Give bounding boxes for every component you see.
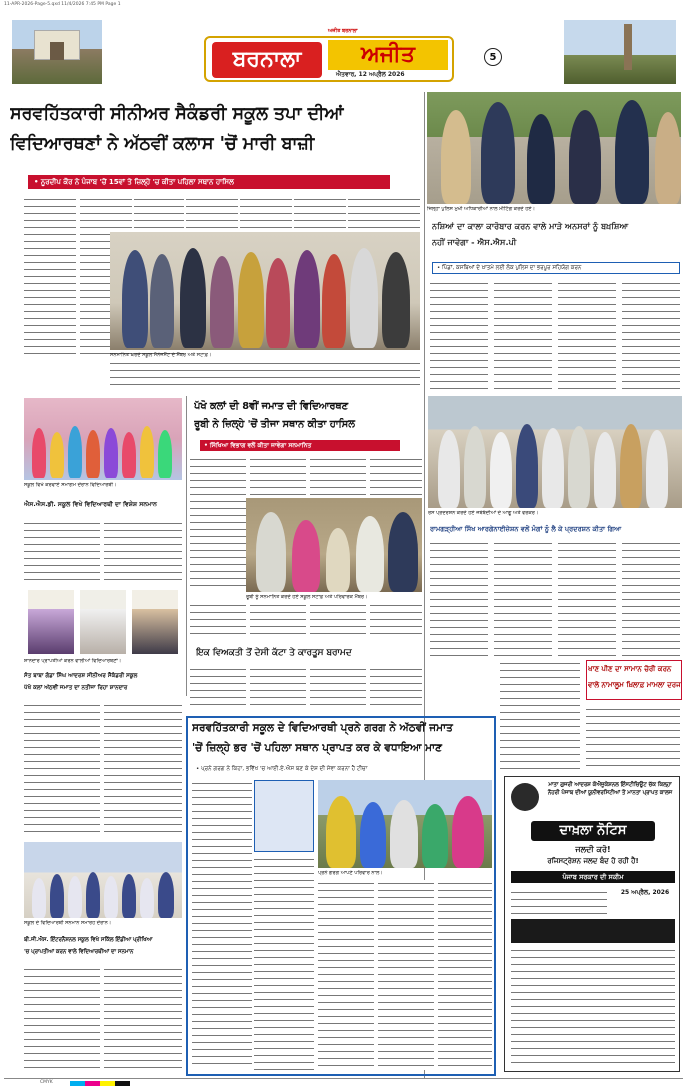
protest-photo	[428, 396, 682, 508]
rubi-text-col8	[370, 602, 422, 640]
print-footer: CMYK	[40, 1080, 53, 1085]
skill-headline-line2: 'ਚ ਪ੍ਰਾਪਤੀਆਂ ਕਰਨ ਵਾਲੇ ਵਿਦਿਆਰਥੀਆਂ ਦਾ ਸਨਮਾਨ	[24, 949, 134, 955]
garg-headline-line1: ਸਰਵਹਿੱਤਕਾਰੀ ਸਕੂਲ ਦੇ ਵਿਦਿਆਰਥੀ ਪ੍ਰਨੇ ਗਰਗ ਨੇ ਅੱਠਵੀਂ ਜਮਾਤ	[192, 722, 453, 734]
advert-logo	[511, 783, 539, 811]
lead-text-col6	[294, 196, 346, 228]
garg-text-col1	[192, 780, 252, 1070]
lead-headline-line2: ਵਿਦਿਆਰਥਣਾਂ ਨੇ ਅੱਠਵੀਂ ਕਲਾਸ 'ਚੋਂ ਮਾਰੀ ਬਾਜ਼ੀ	[10, 134, 315, 154]
garg-headline-line2: 'ਚੋਂ ਜ਼ਿਲ੍ਹੇ ਭਰ 'ਚੋਂ ਪਹਿਲਾ ਸਥਾਨ ਪ੍ਰਾਪਤ ਕਰ ਕੇ ਵਧਾਇਆ ਮਾਣ	[192, 742, 443, 754]
kids-photo-caption: ਸਕੂਲ ਦੇ ਵਿਦਿਆਰਥੀ ਸਨਮਾਨ ਸਮਾਰੋਹ ਦੌਰਾਨ।	[24, 920, 112, 926]
rubi-headline-line1: ਪੱਖੋ ਕਲਾਂ ਦੀ 8ਵੀਂ ਜਮਾਤ ਦੀ ਵਿਦਿਆਰਥਣ	[194, 401, 349, 412]
masthead-city-name: ਬਰਨਾਲਾ	[212, 42, 322, 78]
masthead	[4, 12, 683, 90]
ss-headline: ਐਸ.ਐਸ.ਡੀ. ਸਕੂਲ ਵਿਖੇ ਵਿਦਿਆਰਥੀ ਦਾ ਵਿਸ਼ੇਸ਼ ਸਨਮਾਨ	[24, 501, 157, 508]
girls-photo	[24, 588, 182, 656]
baba-text-col2	[104, 702, 182, 836]
lead-photo-caption: ਸਨਮਾਨਿਤ ਕਰਦੇ ਸਕੂਲ ਮੈਨੇਜਮੈਂਟ ਦੇ ਮੈਂਬਰ ਅਤੇ ਸਟਾਫ਼।	[110, 352, 212, 358]
masthead-date: ਐਤਵਾਰ, 12 ਅਪ੍ਰੈਲ 2026	[336, 71, 405, 78]
masthead-tagline: ਅਜੀਤ ਬਰਨਾਲਾ	[328, 28, 358, 34]
lead-headline-line1: ਸਰਵਹਿੱਤਕਾਰੀ ਸੀਨੀਅਰ ਸੈਕੰਡਰੀ ਸਕੂਲ ਤਪਾ ਦੀਆਂ	[10, 104, 344, 124]
rubi-subhead: • ਸਿੱਖਿਆ ਵਿਭਾਗ ਵਲੋਂ ਕੀਤਾ ਜਾਵੇਗਾ ਸਨਮਾਨਿਤ	[200, 440, 400, 451]
masthead-nameplate	[204, 28, 454, 82]
lead-text-col7	[348, 196, 420, 228]
masthead-paper-name: ਅਜੀਤ	[328, 40, 448, 70]
lead-text-col1	[24, 196, 76, 358]
rubi-headline-line2: ਰੂਬੀ ਨੇ ਜ਼ਿਲ੍ਹੇ 'ਚੋਂ ਤੀਜਾ ਸਥਾਨ ਕੀਤਾ ਹਾਸਿਲ	[194, 419, 355, 430]
lead-text-bottom	[110, 360, 420, 388]
advert-info-band	[511, 919, 675, 943]
rubi-photo-caption: ਰੂਬੀ ਨੂੰ ਸਨਮਾਨਿਤ ਕਰਦੇ ਹੋਏ ਸਕੂਲ ਸਟਾਫ਼ ਅਤੇ ਪਰਿਵਾਰਕ ਮੈਂਬਰ।	[246, 594, 368, 600]
protest-text-col2	[494, 540, 552, 656]
advert-line1: ਜਲਦੀ ਕਰੋ!	[575, 845, 611, 854]
rubi-text-col2	[250, 456, 306, 496]
rubi-text-col6	[250, 602, 306, 640]
advert-info-left	[511, 889, 607, 915]
police-headline-line1: ਨਸ਼ਿਆਂ ਦਾ ਕਾਲਾ ਕਾਰੋਬਾਰ ਕਰਨ ਵਾਲੇ ਮਾੜੇ ਅਨਸਰਾਂ ਨੂੰ ਬਖ਼ਸ਼ਿਆ	[432, 221, 629, 231]
police-photo	[427, 92, 681, 204]
police-headline-line2: ਨਹੀਂ ਜਾਵੇਗਾ - ਐਸ.ਐਸ.ਪੀ	[432, 237, 517, 247]
lead-text-col5	[240, 196, 292, 228]
baba-headline-line1: ਸੰਤ ਬਾਬਾ ਗੰਡਾ ਸਿੰਘ ਆਦਰਸ਼ ਸੀਨੀਅਰ ਸੈਕੰਡਰੀ ਸਕੂਲ	[24, 673, 138, 679]
garg-text-col4	[378, 880, 434, 1070]
garg-photo	[318, 780, 492, 868]
garg-photo-caption: ਪ੍ਰਨੇ ਗਰਗ ਆਪਣੇ ਪਰਿਵਾਰ ਨਾਲ।	[318, 870, 383, 876]
admission-advert	[504, 776, 680, 1072]
rubi-text-col4	[370, 456, 422, 496]
arms-text-col2	[250, 666, 306, 710]
food-text-left	[500, 660, 580, 772]
police-text-col2	[494, 280, 552, 392]
arms-text-col3	[310, 666, 366, 710]
skill-headline-line1: ਬੀ.ਜੀ.ਐਸ. ਇੰਟਰਨੈਸ਼ਨਲ ਸਕੂਲ ਵਿਖੇ ਸਕਿੱਲ ਇੰਡੀਆ ਪ੍ਰੀਖਿਆ	[24, 937, 153, 943]
ss-text-col2	[104, 520, 182, 582]
police-text-col3	[558, 280, 616, 392]
advert-line2: ਰਜਿਸਟ੍ਰੇਸ਼ਨ ਜਲਦ ਬੰਦ ਹੋ ਰਹੀ ਹੈ!	[547, 857, 639, 865]
police-text-col4	[622, 280, 680, 392]
lead-photo	[110, 232, 420, 350]
protest-text-col1	[430, 540, 488, 656]
lead-subhead: • ਨੂਰਦੀਪ ਕੌਰ ਨੇ ਪੰਜਾਬ 'ਚੋਂ 15ਵਾਂ ਤੇ ਜ਼ਿਲ੍ਹੇ 'ਚ ਕੀਤਾ ਪਹਿਲਾ ਸਥਾਨ ਹਾਸਿਲ	[28, 175, 390, 189]
garg-text-col2	[254, 856, 314, 1070]
garg-text-col5	[438, 880, 492, 1070]
ss-text-col1	[24, 520, 100, 582]
protest-photo-caption: ਰੋਸ ਪ੍ਰਦਰਸ਼ਨ ਕਰਦੇ ਹੋਏ ਜਥੇਬੰਦੀਆਂ ਦੇ ਆਗੂ ਅਤੇ ਵਰਕਰ।	[428, 510, 539, 516]
advert-footer-bar: ਪੰਜਾਬ ਸਰਕਾਰ ਦੀ ਸਕੀਮ	[511, 871, 675, 883]
color-registration-bar	[70, 1081, 130, 1086]
arms-headline: ਇਕ ਵਿਅਕਤੀ ਤੋਂ ਦੇਸੀ ਕੱਟਾ ਤੇ ਕਾਰਤੂਸ ਬਰਾਮਦ	[196, 648, 352, 658]
masthead-left-photo	[12, 20, 102, 84]
masthead-right-photo	[564, 20, 676, 84]
police-photo-caption: ਜ਼ਿਲ੍ਹਾ ਪੁਲਿਸ ਮੁਖੀ ਅਧਿਕਾਰੀਆਂ ਨਾਲ ਮੀਟਿੰਗ ਕਰਦੇ ਹੋਏ।	[427, 206, 535, 212]
police-subhead: • ਪਿੰਡਾਂ, ਕਸਬਿਆਂ ਦੇ ਖ਼ਾਤਮੇ ਲਈ ਲੋਕ ਪੁਲਿਸ ਦਾ ਭਰਪੂਰ ਸਹਿਯੋਗ ਕਰਨ	[432, 262, 680, 274]
food-headline-line1: ਖਾਣ ਪੀਣ ਦਾ ਸਾਮਾਨ ਚੋਰੀ ਕਰਨ	[588, 665, 672, 673]
protest-text-col3	[558, 540, 616, 656]
rubi-photo	[246, 498, 422, 592]
print-slug: 11-APR-2026-Page-5.qxd 11/4/2026 7:45 PM Page 1	[4, 2, 121, 7]
page-number: 5	[484, 48, 502, 66]
advert-banner: ਦਾਖ਼ਲਾ ਨੋਟਿਸ	[531, 821, 655, 841]
garg-subhead: • ਪ੍ਰਨੇ ਗਰਗ ਨੇ ਕਿਹਾ, ਭਵਿੱਖ 'ਚ ਆਈ.ਏ.ਐਸ ਬਣ ਕੇ ਦੇਸ਼ ਦੀ ਸੇਵਾ ਕਰਨਾ ਹੈ ਟੀਚਾ	[196, 766, 368, 772]
food-headline-line2: ਵਾਲੇ ਨਾਮਾਲੂਮ ਖ਼ਿਲਾਫ਼ ਮਾਮਲਾ ਦਰਜ	[588, 681, 681, 689]
skill-text-col2	[104, 966, 182, 1072]
baba-headline-line2: ਪੱਖੋ ਕਲਾਂ ਅੱਠਵੀਂ ਜਮਾਤ ਦਾ ਨਤੀਜਾ ਰਿਹਾ ਸ਼ਾਨਦਾਰ	[24, 685, 128, 691]
rubi-text-col7	[310, 602, 366, 640]
skill-text-col1	[24, 966, 100, 1072]
event-photo-caption: ਸਕੂਲ ਵਿਖੇ ਕਰਵਾਏ ਸਮਾਗਮ ਦੌਰਾਨ ਵਿਦਿਆਰਥੀ।	[24, 482, 117, 488]
garg-highlight-box	[254, 780, 314, 852]
girls-photo-caption: ਸ਼ਾਨਦਾਰ ਪ੍ਰਾਪਤੀਆਂ ਕਰਨ ਵਾਲੀਆਂ ਵਿਦਿਆਰਥਣਾਂ।	[24, 658, 122, 664]
protest-text-col4	[622, 540, 680, 656]
event-photo	[24, 398, 182, 480]
baba-text-col1	[24, 702, 100, 836]
rubi-text-col3	[310, 456, 366, 496]
lead-text-col4	[186, 196, 238, 228]
rubi-text-col5	[190, 602, 246, 640]
rubi-text-col1	[190, 456, 246, 592]
food-text-right	[586, 706, 680, 772]
kids-photo	[24, 842, 182, 918]
garg-text-col3	[318, 880, 374, 1070]
advert-info-text	[511, 947, 675, 1065]
police-text-col1	[430, 280, 488, 392]
arms-text-col4	[370, 666, 422, 710]
protest-headline: ਰਾਮਗੜ੍ਹੀਆ ਸਿੱਖ ਆਰਗੇਨਾਈਜ਼ੇਸ਼ਨ ਵਲੋਂ ਮੰਗਾਂ ਨੂੰ ਲੈ ਕੇ ਪ੍ਰਦਰਸ਼ਨ ਕੀਤਾ ਗਿਆ	[430, 525, 622, 533]
arms-text-col1	[190, 666, 246, 710]
advert-header: ਮਾਤਾ ਗੁਜਰੀ ਆਦਰਸ਼ ਕੋਐਜੂਕੇਸ਼ਨਲ ਇੰਸਟੀਚਿਊਟ ਚੱਕ ਕਿਲ੍ਹਾ ਨੌਹਰੀ ਪੰਜਾਬ ਦੀਆਂ ਯੂਨੀਵਰਸਿਟੀਆਂ ਤੋਂ ਮਾਨਤਾ ਪ੍ਰਾਪਤ ਕਾਲਜ	[547, 782, 673, 796]
advert-date: 25 ਅਪ੍ਰੈਲ, 2026	[620, 889, 670, 896]
